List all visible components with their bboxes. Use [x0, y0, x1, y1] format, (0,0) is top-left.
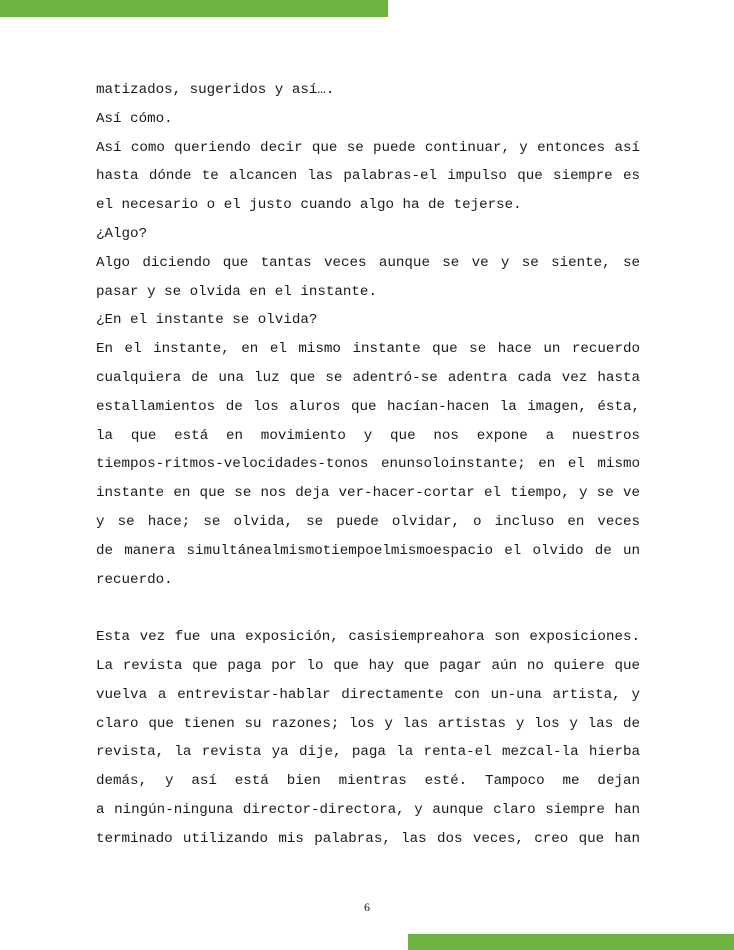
text-line: hasta dónde te alcancen las palabras-el impulso que siempre es [96, 168, 640, 185]
header-accent-bar [0, 0, 388, 17]
text-line: La revista que paga por lo que hay que pagar aún no quiere que [96, 657, 640, 674]
text-line: instante en que se nos deja ver-hacer-cortar el tiempo, y se ve [96, 485, 640, 502]
body-text [96, 76, 640, 854]
footer-accent-bar [408, 934, 734, 950]
text-line: demás, y así está bien mientras esté. Tampoco me dejan [96, 773, 640, 790]
text-line: pasar y se olvida en el instante. [96, 283, 377, 300]
text-line: el necesario o el justo cuando algo ha de tejerse. [96, 197, 522, 214]
text-line: terminado utilizando mis palabras, las dos veces, creo que han [96, 830, 640, 847]
text-line: Así como queriendo decir que se puede continuar, y entonces así [96, 139, 640, 156]
text-line: a ningún-ninguna director-directora, y aunque claro siempre han [96, 801, 640, 818]
text-line: Esta vez fue una exposición, casisiempreahora son exposiciones. [96, 629, 640, 646]
text-line: de manera simultánealmismotiempoelmismoespacio el olvido de un [96, 542, 640, 559]
text-line: Algo diciendo que tantas veces aunque se ve y se siente, se [96, 254, 640, 271]
text-line: matizados, sugeridos y así…. [96, 82, 335, 98]
text-line: Así cómo. [96, 110, 173, 127]
text-line: estallamientos de los aluros que hacían-hacen la imagen, ésta, [96, 398, 640, 415]
text-line: En el instante, en el mismo instante que se hace un recuerdo [96, 341, 640, 358]
text-line: recuerdo. [96, 571, 173, 588]
text-line: cualquiera de una luz que se adentró-se adentra cada vez hasta [96, 369, 640, 386]
page-number: 6 [364, 900, 370, 914]
text-line: tiempos-ritmos-velocidades-tonos enunsoloinstante; en el mismo [96, 456, 640, 473]
text-line: claro que tienen su razones; los y las artistas y los y las de [96, 715, 640, 732]
text-line: la que está en movimiento y que nos expone a nuestros [96, 427, 640, 444]
text-line: ¿Algo? [96, 225, 148, 242]
text-line: vuelva a entrevistar-hablar directamente con un-una artista, y [96, 686, 640, 703]
blank-line [96, 594, 640, 623]
text-line: ¿En el instante se olvida? [96, 312, 318, 329]
text-line: y se hace; se olvida, se puede olvidar, o incluso en veces [96, 513, 640, 530]
text-line: revista, la revista ya dije, paga la renta-el mezcal-la hierba [96, 744, 640, 761]
